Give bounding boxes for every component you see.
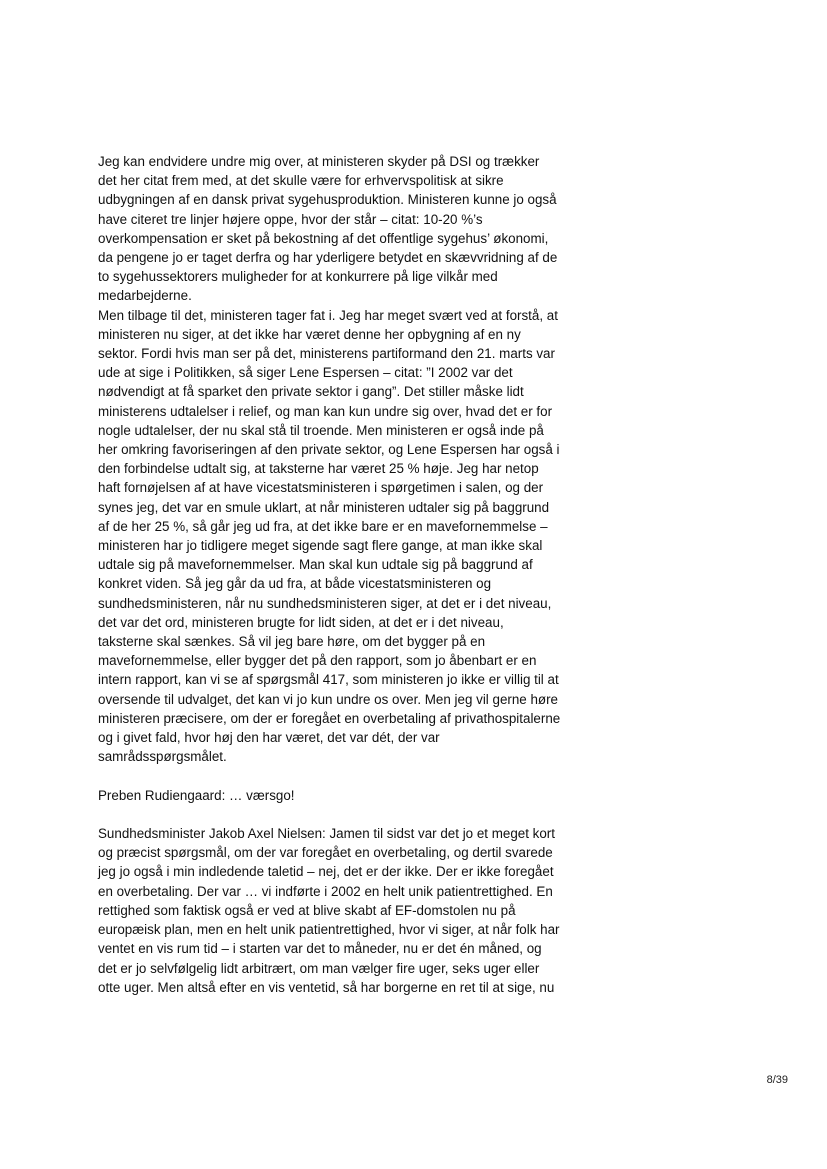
text-line: ude at sige i Politikken, så siger Lene Espersen – citat: ”I 2002 var det [98, 365, 513, 381]
text-line: Men tilbage til det, ministeren tager fat i. Jeg har meget svært ved at forstå, at [98, 307, 558, 323]
text-line: sektor. Fordi hvis man ser på det, ministerens partiformand den 21. marts var [98, 346, 555, 362]
text-line: intern rapport, kan vi se af spørgsmål 417, som ministeren jo ikke er villig til at [98, 672, 559, 688]
text-line: en overbetaling. Der var … vi indførte i 2002 en helt unik patientrettighed. En [98, 883, 553, 899]
text-line: jeg jo også i min indledende taletid – nej, det er der ikke. Der er ikke foregået [98, 864, 554, 880]
text-line: Preben Rudiengaard: … værsgo! [98, 787, 295, 803]
text-line: det her citat frem med, at det skulle være for erhvervspolitisk at sikre [98, 173, 504, 189]
text-line: taksterne skal sænkes. Så vil jeg bare høre, om det bygger på en [98, 634, 486, 650]
text-line: udbygningen af en dansk privat sygehusproduktion. Ministeren kunne jo også [98, 192, 557, 208]
text-line: samrådsspørgsmålet. [98, 749, 227, 765]
text-line: udtale sig på mavefornemmelser. Man skal kun udtale sig på baggrund af [98, 557, 533, 573]
text-line: ministeren præcisere, om der er foregået en overbetaling af privathospitalerne [98, 710, 561, 726]
text-line: oversende til udvalget, det kan vi jo kun undre os over. Men jeg vil gerne høre [98, 691, 559, 707]
text-line: det var det ord, ministeren brugte for lidt siden, at det er i det niveau, [98, 614, 504, 630]
text-line: overkompensation er sket på bekostning af det offentlige sygehus’ økonomi, [98, 230, 549, 246]
text-line: haft fornøjelsen af at have vicestatsministeren i spørgetimen i salen, og der [98, 480, 544, 496]
text-line: af de her 25 %, så går jeg ud fra, at det ikke bare er en mavefornemmelse – [98, 518, 548, 534]
page-number: 8/39 [766, 1074, 788, 1086]
text-line: to sygehussektorers muligheder for at konkurrere på lige vilkår med [98, 269, 498, 285]
paragraph [98, 786, 598, 805]
text-line: ventet en vis rum tid – i starten var det to måneder, nu er det én måned, og [98, 941, 542, 957]
text-line: Sundhedsminister Jakob Axel Nielsen: Jamen til sidst var det jo et meget kort [98, 826, 555, 842]
text-line: ministeren nu siger, at det ikke har været denne her opbygning af en ny [98, 326, 521, 342]
text-line: den forbindelse udtalt sig, at taksterne har været 25 % høje. Jeg har netop [98, 461, 539, 477]
text-line: otte uger. Men altså efter en vis ventetid, så har borgerne en ret til at sige, nu [98, 979, 555, 995]
text-line: konkret viden. Så jeg går da ud fra, at både vicestatsministeren og [98, 576, 492, 592]
text-line: europæisk plan, men en helt unik patientrettighed, hvor vi siger, at når folk har [98, 922, 560, 938]
text-line: have citeret tre linjer højere oppe, hvor der står – citat: 10-20 %’s [98, 211, 483, 227]
text-line: ministerens udtalelser i relief, og man kan kun undre sig over, hvad det er for [98, 403, 553, 419]
paragraph [98, 306, 598, 767]
text-line: ministeren har jo tidligere meget sigende sagt flere gange, at man ikke skal [98, 538, 543, 554]
text-line: rettighed som faktisk også er ved at blive skabt af EF-domstolen nu på [98, 902, 516, 918]
text-line: det er jo selvfølgelig lidt arbitrært, om man vælger fire uger, seks uger eller [98, 960, 540, 976]
text-line: her omkring favoriseringen af den private sektor, og Lene Espersen har også i [98, 442, 560, 458]
text-line: nødvendigt at få sparket den private sektor i gang”. Det stiller måske lidt [98, 384, 524, 400]
text-line: Jeg kan endvidere undre mig over, at ministeren skyder på DSI og trækker [98, 154, 540, 169]
paragraph [98, 152, 598, 306]
text-line: synes jeg, det var en smule uklart, at når ministeren udtaler sig på baggrund [98, 499, 550, 515]
text-line: og i givet fald, hvor høj den har været, det var dét, der var [98, 730, 440, 746]
text-line: da pengene jo er taget derfra og har yderligere betydet en skævvridning af de [98, 250, 558, 266]
text-line: sundhedsministeren, når nu sundhedsministeren siger, at det er i det niveau, [98, 595, 552, 611]
body-text [98, 152, 598, 997]
text-line: nogle udtalelser, der nu skal stå til troende. Men ministeren er også inde på [98, 422, 544, 438]
text-line: mavefornemmelse, eller bygger det på den rapport, som jo åbenbart er en [98, 653, 537, 669]
paragraph [98, 824, 598, 997]
text-line: og præcist spørgsmål, om der var foregået en overbetaling, og dertil svarede [98, 845, 553, 861]
text-line: medarbejderne. [98, 288, 192, 304]
